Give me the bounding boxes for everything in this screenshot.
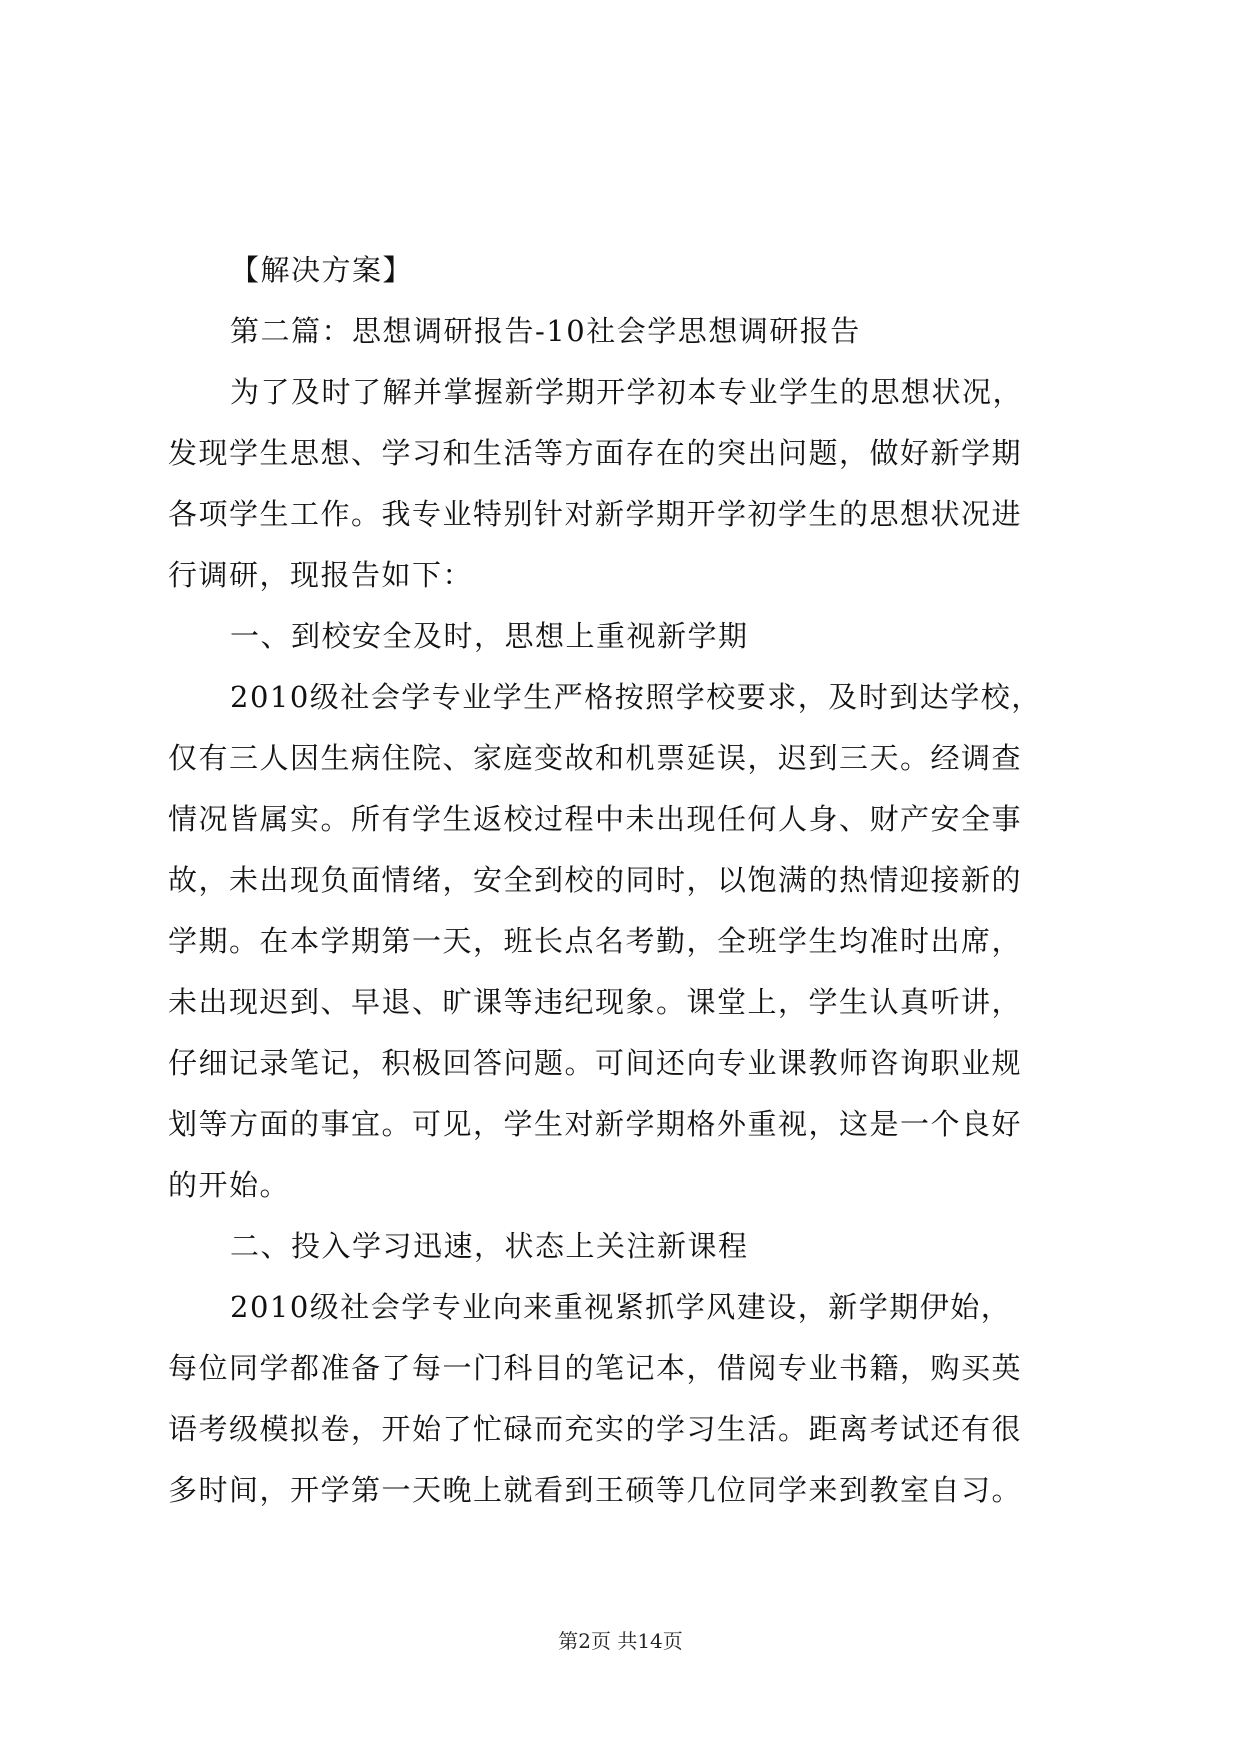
paragraph-line: 2010级社会学专业学生严格按照学校要求，及时到达学校， xyxy=(230,680,1042,714)
paragraph-line: 未出现迟到、早退、旷课等违纪现象。课堂上，学生认真听讲， xyxy=(168,985,1023,1019)
paragraph-line: 学期。在本学期第一天，班长点名考勤，全班学生均准时出席， xyxy=(168,924,1023,958)
paragraph-line: 情况皆属实。所有学生返校过程中未出现任何人身、财产安全事 xyxy=(168,802,1023,836)
paragraph-line: 为了及时了解并掌握新学期开学初本专业学生的思想状况， xyxy=(230,375,1024,409)
paragraph-line: 行调研，现报告如下： xyxy=(168,558,474,592)
paragraph-line: 的开始。 xyxy=(168,1168,291,1202)
paragraph-line: 仔细记录笔记，积极回答问题。可间还向专业课教师咨询职业规 xyxy=(168,1046,1023,1080)
paragraph-line: 语考级模拟卷，开始了忙碌而充实的学习生活。距离考试还有很 xyxy=(168,1412,1023,1446)
section-heading-1: 一、到校安全及时，思想上重视新学期 xyxy=(230,619,749,653)
section-heading-solution: 【解决方案】 xyxy=(230,253,414,287)
paragraph-line: 仅有三人因生病住院、家庭变故和机票延误，迟到三天。经调查 xyxy=(168,741,1023,775)
paragraph-line: 故，未出现负面情绪，安全到校的同时，以饱满的热情迎接新的 xyxy=(168,863,1023,897)
article-title: 第二篇：思想调研报告-10社会学思想调研报告 xyxy=(230,314,861,348)
document-body xyxy=(168,240,1088,1521)
paragraph-line: 2010级社会学专业向来重视紧抓学风建设，新学期伊始， xyxy=(230,1290,1012,1324)
paragraph-line: 各项学生工作。我专业特别针对新学期开学初学生的思想状况进 xyxy=(168,497,1023,531)
section-heading-2: 二、投入学习迅速，状态上关注新课程 xyxy=(230,1229,749,1263)
paragraph-line: 每位同学都准备了每一门科目的笔记本，借阅专业书籍，购买英 xyxy=(168,1351,1023,1385)
page-footer: 第2页 共14页 xyxy=(558,1629,683,1653)
paragraph-line: 划等方面的事宜。可见，学生对新学期格外重视，这是一个良好 xyxy=(168,1107,1023,1141)
paragraph-line: 多时间，开学第一天晚上就看到王硕等几位同学来到教室自习。 xyxy=(168,1473,1023,1507)
paragraph-line: 发现学生思想、学习和生活等方面存在的突出问题，做好新学期 xyxy=(168,436,1023,470)
